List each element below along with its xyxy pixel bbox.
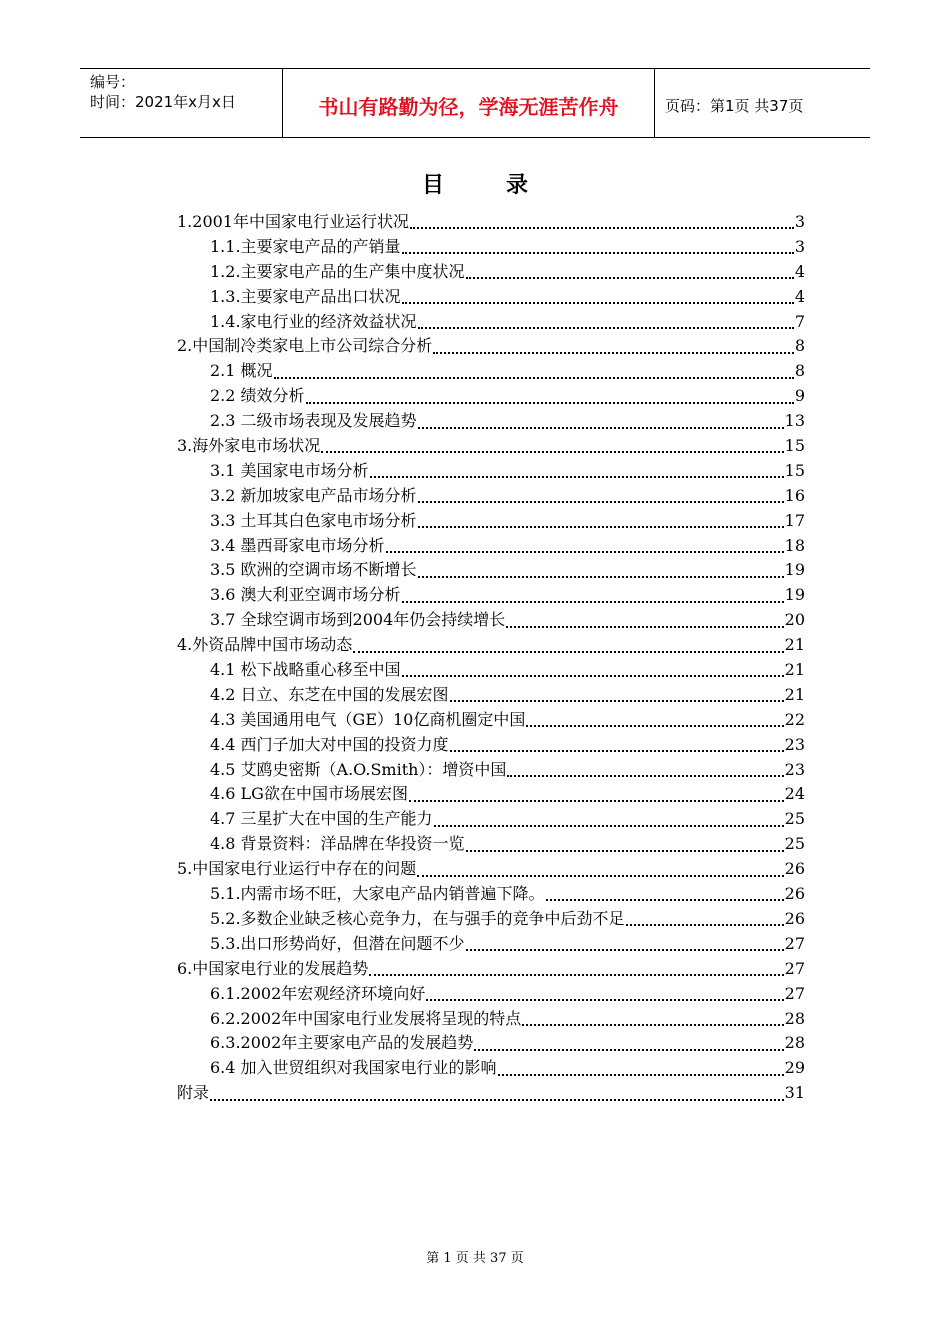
toc-entry-page: 23: [784, 759, 805, 779]
toc-entry-page: 27: [784, 983, 805, 1003]
toc-leader-dots: [369, 974, 783, 976]
toc-leader-dots: [450, 750, 784, 752]
toc-entry-text: 6.2.2002年中国家电行业发展将呈现的特点: [210, 1008, 522, 1028]
toc-leader-dots: [466, 277, 794, 279]
toc-entry-page: 25: [784, 834, 805, 854]
toc-leader-dots: [321, 451, 783, 453]
toc-entry-page: 27: [784, 933, 805, 953]
toc-entry[interactable]: [177, 1056, 805, 1081]
toc-entry[interactable]: [177, 708, 805, 733]
header-table: [80, 68, 870, 138]
toc-entry-text: 3.4 墨西哥家电市场分析: [210, 535, 385, 555]
toc-entry[interactable]: [177, 583, 805, 608]
toc-entry-page: 19: [784, 585, 805, 605]
toc-entry[interactable]: [177, 285, 805, 310]
toc-entry-page: 8: [794, 336, 805, 356]
toc-leader-dots: [626, 924, 784, 926]
toc-leader-dots: [433, 352, 794, 354]
toc-leader-dots: [426, 999, 783, 1001]
toc-entry[interactable]: [177, 857, 805, 882]
toc-leader-dots: [402, 675, 784, 677]
toc-entry[interactable]: [177, 882, 805, 907]
toc-entry-page: 28: [784, 1008, 805, 1028]
toc-title-left: 目: [421, 173, 444, 198]
toc-entry-text: 3.2 新加坡家电产品市场分析: [210, 485, 417, 505]
toc-entry-text: 3.7 全球空调市场到2004年仍会持续增长: [210, 610, 506, 630]
toc-entry[interactable]: [177, 807, 805, 832]
toc-entry-text: 6.4 加入世贸组织对我国家电行业的影响: [210, 1058, 497, 1078]
toc-entry[interactable]: [177, 210, 805, 235]
toc-entry[interactable]: [177, 733, 805, 758]
toc-entry-page: 23: [784, 734, 805, 754]
toc-entry-text: 4.2 日立、东芝在中国的发展宏图: [210, 684, 449, 704]
toc-leader-dots: [466, 949, 784, 951]
toc-entry-page: 22: [784, 709, 805, 729]
toc-entry-page: 16: [784, 485, 805, 505]
toc-entry[interactable]: [177, 907, 805, 932]
toc-entry-text: 附录: [177, 1083, 210, 1103]
toc-entry[interactable]: [177, 359, 805, 384]
toc-leader-dots: [417, 875, 783, 877]
toc-entry-text: 4.3 美国通用电气（GE）10亿商机圈定中国: [210, 709, 526, 729]
toc-entry-text: 3.6 澳大利亚空调市场分析: [210, 585, 401, 605]
toc-entry[interactable]: [177, 957, 805, 982]
toc-leader-dots: [507, 775, 783, 777]
toc-leader-dots: [506, 626, 783, 628]
toc-title-right: 录: [506, 173, 529, 198]
toc-entry-page: 3: [794, 212, 805, 231]
toc-leader-dots: [370, 476, 784, 478]
toc-title: [0, 168, 950, 199]
toc-leader-dots: [522, 1024, 783, 1026]
toc-entry-text: 2.中国制冷类家电上市公司综合分析: [177, 336, 433, 356]
toc-entry-page: 28: [784, 1033, 805, 1053]
time-label: 时间：2021年x月x日: [90, 93, 236, 111]
toc-entry-page: 29: [784, 1058, 805, 1078]
toc-entry[interactable]: [177, 1081, 805, 1106]
toc-leader-dots: [526, 725, 783, 727]
toc-entry-text: 1.2001年中国家电行业运行状况: [177, 212, 409, 231]
header-page-info: 页码：第1页 共37页: [665, 96, 804, 115]
toc-leader-dots: [546, 899, 784, 901]
toc-entry-text: 3.5 欧洲的空调市场不断增长: [210, 560, 417, 580]
toc-entry-page: 25: [784, 809, 805, 829]
toc-entry-page: 24: [784, 784, 805, 804]
toc-leader-dots: [410, 227, 794, 229]
toc-entry[interactable]: [177, 484, 805, 509]
toc-entry-page: 20: [784, 610, 805, 630]
page-footer: 第 1 页 共 37 页: [426, 1251, 524, 1266]
toc-entry[interactable]: [177, 310, 805, 335]
toc-entry-page: 27: [784, 958, 805, 978]
toc-leader-dots: [402, 601, 784, 603]
toc-entry-text: 1.2.主要家电产品的生产集中度状况: [210, 261, 465, 281]
toc-entry[interactable]: [177, 832, 805, 857]
toc-leader-dots: [434, 825, 784, 827]
toc-entry-page: 4: [794, 261, 805, 281]
toc-entry[interactable]: [177, 1031, 805, 1056]
toc-entry[interactable]: [177, 534, 805, 559]
toc-entry-text: 4.7 三星扩大在中国的生产能力: [210, 809, 433, 829]
toc-entry-page: 21: [784, 684, 805, 704]
toc-entry-text: 6.中国家电行业的发展趋势: [177, 958, 369, 978]
toc-leader-dots: [409, 800, 784, 802]
toc-entry-text: 2.1 概况: [210, 361, 273, 381]
toc-entry-page: 31: [784, 1083, 805, 1103]
toc-entry[interactable]: [177, 235, 805, 260]
toc-entry-text: 3.1 美国家电市场分析: [210, 460, 369, 480]
toc-entry[interactable]: [177, 459, 805, 484]
toc-entry[interactable]: [177, 982, 805, 1007]
toc-entry-text: 3.海外家电市场状况: [177, 436, 321, 456]
toc-entry-page: 4: [794, 286, 805, 306]
toc-entry-page: 26: [784, 908, 805, 928]
toc-leader-dots: [418, 501, 784, 503]
toc-entry-text: 2.3 二级市场表现及发展趋势: [210, 411, 417, 431]
toc-entry[interactable]: [177, 509, 805, 534]
toc-entry[interactable]: [177, 608, 805, 633]
toc-leader-dots: [402, 252, 794, 254]
toc-entry-page: 18: [784, 535, 805, 555]
toc-entry-page: 21: [784, 660, 805, 680]
toc-entry-page: 15: [784, 436, 805, 456]
toc-entry-text: 5.3.出口形势尚好，但潜在问题不少: [210, 933, 465, 953]
toc-entry-page: 8: [794, 361, 805, 381]
toc-entry-text: 4.1 松下战略重心移至中国: [210, 660, 401, 680]
toc-leader-dots: [474, 1049, 783, 1051]
toc-entry-page: 21: [784, 635, 805, 655]
toc-leader-dots: [498, 1074, 784, 1076]
toc-entry-text: 4.4 西门子加大对中国的投资力度: [210, 734, 449, 754]
toc-leader-dots: [402, 302, 794, 304]
toc-entry-text: 1.3.主要家电产品出口状况: [210, 286, 401, 306]
toc-leader-dots: [353, 651, 783, 653]
toc-leader-dots: [466, 850, 784, 852]
toc-entry[interactable]: [177, 1007, 805, 1032]
toc-entry-page: 19: [784, 560, 805, 580]
toc-entry-text: 4.6 LG欲在中国市场展宏图: [210, 784, 408, 804]
toc-entry[interactable]: [177, 384, 805, 409]
toc-entry-text: 4.8 背景资料：洋品牌在华投资一览: [210, 834, 465, 854]
toc-leader-dots: [418, 427, 784, 429]
toc-entry[interactable]: [177, 409, 805, 434]
toc-entry-text: 1.4.家电行业的经济效益状况: [210, 311, 417, 331]
toc-entry[interactable]: [177, 758, 805, 783]
toc-entry[interactable]: [177, 932, 805, 957]
number-label: 编号：: [90, 73, 136, 91]
toc-entry-text: 5.中国家电行业运行中存在的问题: [177, 859, 417, 879]
toc-entry-page: 26: [784, 884, 805, 904]
toc-entry-page: 9: [794, 386, 805, 406]
toc-entry-text: 6.1.2002年宏观经济环境向好: [210, 983, 426, 1003]
table-of-contents: [177, 210, 805, 1106]
toc-entry-text: 4.外资品牌中国市场动态: [177, 635, 353, 655]
toc-entry-page: 3: [794, 236, 805, 256]
header-meta: [80, 69, 283, 137]
toc-entry-page: 13: [784, 411, 805, 431]
toc-entry-page: 15: [784, 460, 805, 480]
toc-leader-dots: [450, 700, 784, 702]
toc-leader-dots: [418, 576, 784, 578]
toc-entry-text: 2.2 绩效分析: [210, 386, 305, 406]
toc-entry-text: 4.5 艾鸥史密斯（A.O.Smith）：增资中国: [210, 759, 507, 779]
toc-leader-dots: [386, 551, 784, 553]
toc-entry[interactable]: [177, 260, 805, 285]
toc-leader-dots: [418, 526, 784, 528]
header-motto: 书山有路勤为径，学海无涯苦作舟: [283, 69, 655, 137]
toc-entry-page: 26: [784, 859, 805, 879]
toc-entry[interactable]: [177, 633, 805, 658]
toc-entry[interactable]: [177, 782, 805, 807]
toc-entry-text: 6.3.2002年主要家电产品的发展趋势: [210, 1033, 474, 1053]
toc-entry[interactable]: [177, 334, 805, 359]
toc-entry[interactable]: [177, 434, 805, 459]
toc-entry[interactable]: [177, 683, 805, 708]
toc-leader-dots: [306, 402, 794, 404]
toc-entry-text: 5.1.内需市场不旺，大家电产品内销普遍下降。: [210, 884, 545, 904]
toc-entry[interactable]: [177, 658, 805, 683]
toc-entry-text: 3.3 土耳其白色家电市场分析: [210, 510, 417, 530]
toc-entry-text: 5.2.多数企业缺乏核心竞争力，在与强手的竞争中后劲不足: [210, 908, 625, 928]
toc-entry-text: 1.1.主要家电产品的产销量: [210, 236, 401, 256]
toc-entry[interactable]: [177, 558, 805, 583]
toc-entry-page: 17: [784, 510, 805, 530]
toc-leader-dots: [418, 327, 794, 329]
toc-leader-dots: [274, 377, 794, 379]
toc-entry-page: 7: [794, 311, 805, 331]
toc-leader-dots: [210, 1099, 784, 1101]
